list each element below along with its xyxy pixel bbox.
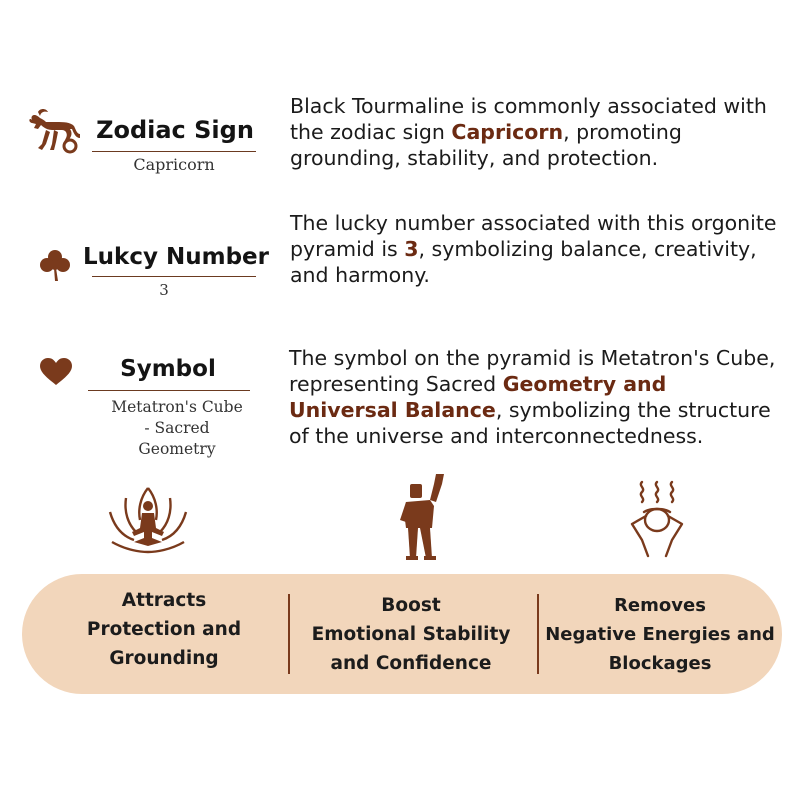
symbol-description: The symbol on the pyramid is Metatron's Cube, representing Sacred Geometry and Universal Balance, symbolizing the structure of the universe and interconnectedness. [289, 346, 776, 448]
raised-fist-person-icon [398, 472, 454, 562]
symbol-title: Symbol [120, 356, 216, 382]
zodiac-sign-value: Capricorn [133, 155, 215, 174]
capricorn-icon [26, 108, 82, 160]
lotus-meditation-icon [106, 484, 190, 556]
symbol-rule [88, 390, 250, 391]
benefit-protection: Attracts Protection and Grounding [86, 590, 242, 669]
lucky-number-rule [92, 276, 256, 277]
benefit-removes-negativity: Removes Negative Energies and Blockages [545, 595, 775, 674]
zodiac-sign-title: Zodiac Sign [96, 116, 254, 144]
heart-icon [40, 358, 72, 386]
benefit-divider [537, 594, 539, 674]
lucky-number-description: The lucky number associated with this orgonite pyramid is 3, symbolizing balance, creativity, and harmony. [290, 211, 777, 287]
zodiac-rule [92, 151, 256, 152]
benefit-divider [288, 594, 290, 674]
lucky-number-value: 3 [159, 281, 169, 299]
lucky-number-highlight: 3 [404, 237, 419, 261]
benefit-confidence: Boost Emotional Stability and Confidence [311, 595, 511, 674]
stressed-head-icon [622, 480, 692, 558]
lucky-number-title: Lukcy Number [83, 244, 269, 270]
clover-icon [38, 248, 72, 282]
symbol-value: Metatron's Cube - Sacred Geometry [111, 398, 243, 458]
zodiac-description: Black Tourmaline is commonly associated with the zodiac sign Capricorn, promoting grounding, stability, and protection. [290, 94, 767, 170]
symbol-highlight: Geometry and Universal Balance [289, 372, 667, 422]
zodiac-highlight: Capricorn [451, 120, 564, 144]
